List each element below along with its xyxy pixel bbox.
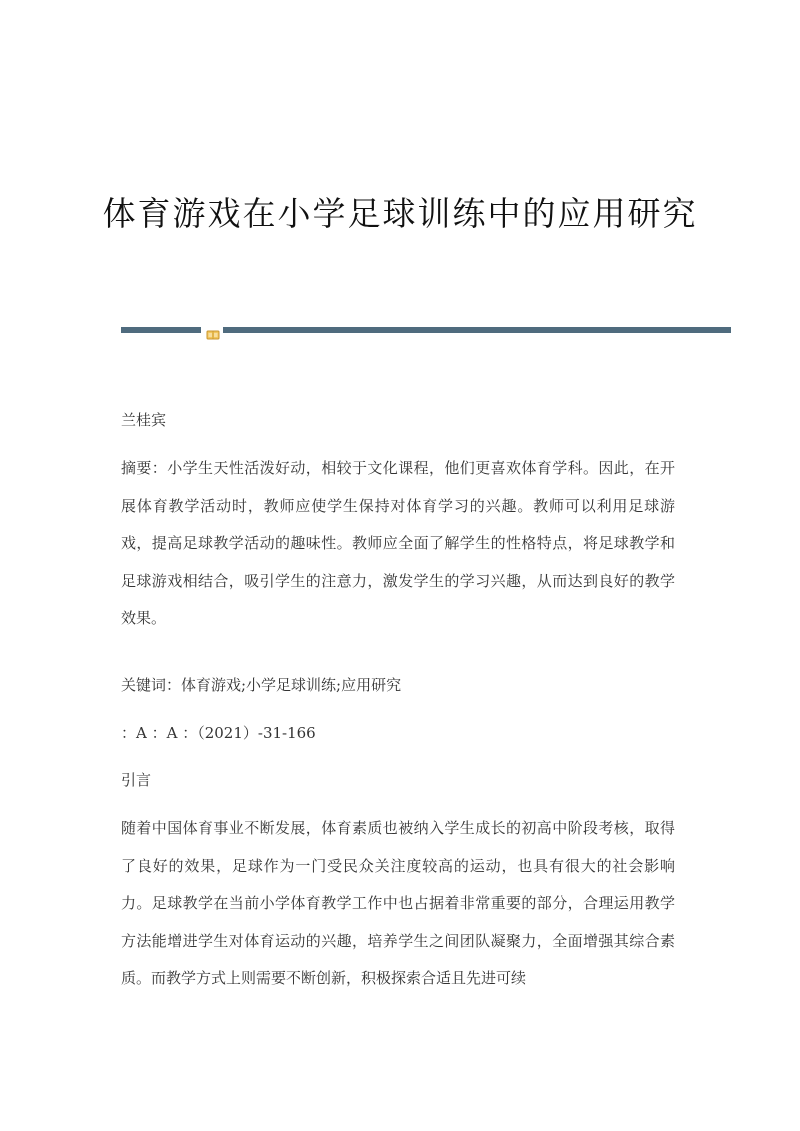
section-heading-introduction: 引言: [121, 771, 152, 789]
introduction-paragraph: 随着中国体育事业不断发展，体育素质也被纳入学生成长的初高中阶段考核，取得了良好的效果，足球作为一门受民众关注度较高的运动，也具有很大的社会影响力。足球教学在当前小学体育教学工作中也占据着非常重要的部分，合理运用教学方法能增进学生对体育运动的兴趣，培养学生之间团队凝聚力，全面增强其综合素质。而教学方式上则需要不断创新，积极探索合适且先进可续: [121, 819, 675, 987]
classification-line: ：A ：A ：（2021）-31-166: [121, 724, 316, 742]
divider-bar-right: [223, 327, 731, 333]
keywords-line: 关键词：体育游戏;小学足球训练;应用研究: [121, 676, 402, 694]
author-name: 兰桂宾: [121, 411, 167, 429]
abstract-paragraph: 摘要：小学生天性活泼好动，相较于文化课程，他们更喜欢体育学科。因此，在开展体育教学活动时，教师应使学生保持对体育学习的兴趣。教师可以利用足球游戏，提高足球教学活动的趣味性。教师应全面了解学生的性格特点，将足球教学和足球游戏相结合，吸引学生的注意力，激发学生的学习兴趣，从而达到良好的教学效果。: [121, 459, 675, 627]
document-title: 体育游戏在小学足球训练中的应用研究: [102, 194, 698, 233]
divider-bar-left: [121, 327, 201, 333]
book-emblem-icon: [206, 325, 220, 335]
title-divider: [121, 325, 731, 335]
